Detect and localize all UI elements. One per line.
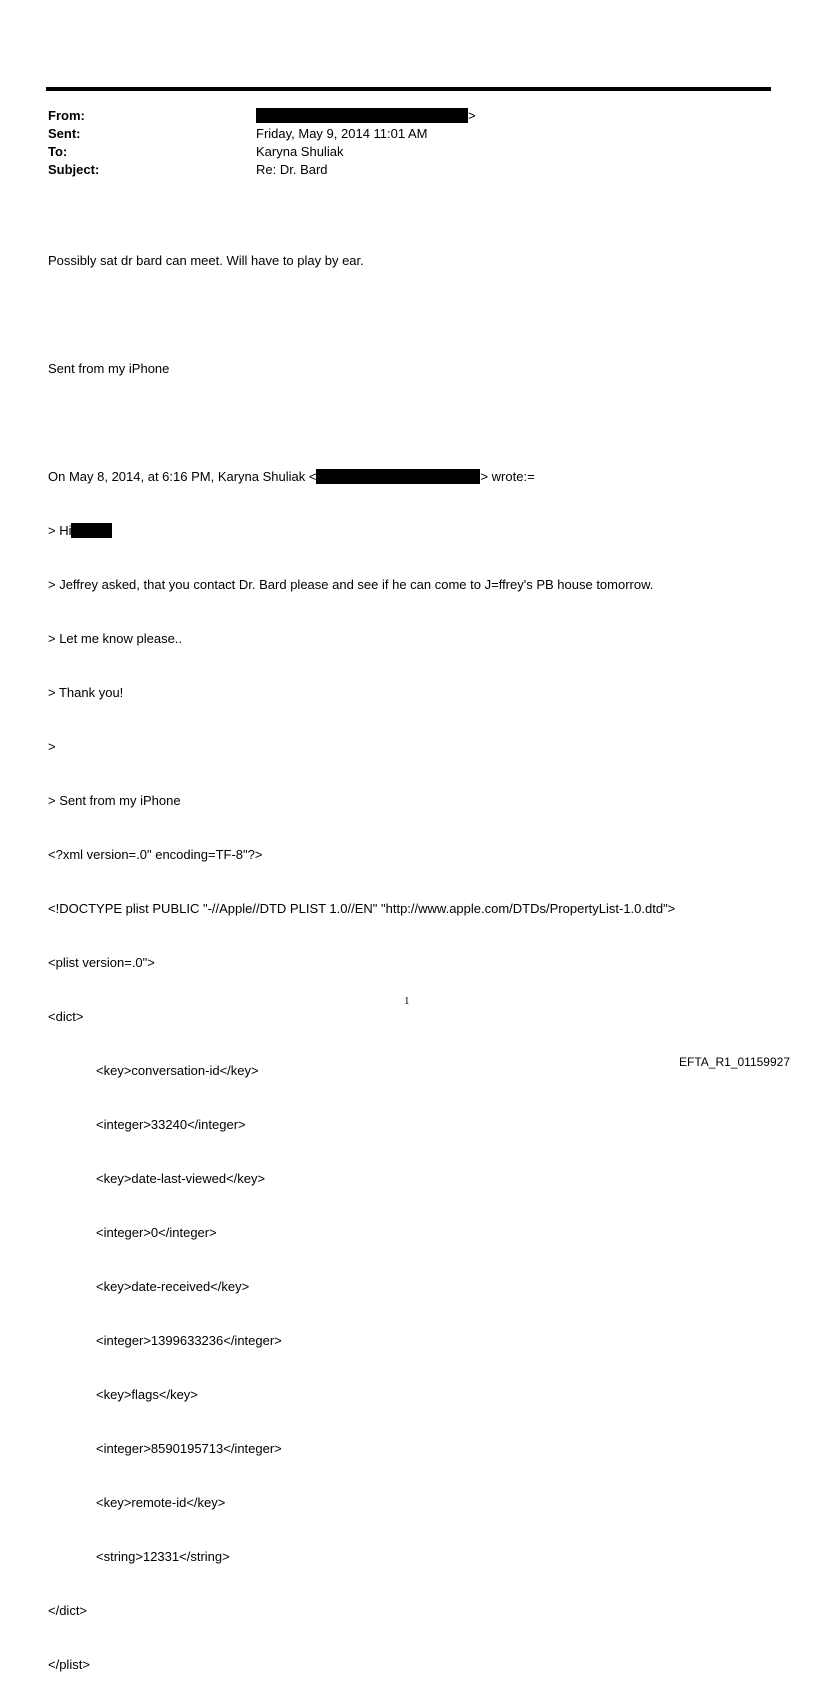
quote-hi: > Hi — [48, 522, 675, 540]
plist-close: </plist> — [48, 1657, 90, 1672]
redaction-email — [316, 469, 480, 484]
page-number: 1 — [404, 995, 410, 1007]
dict-entry: <key>conversation-id</key> — [96, 1063, 259, 1078]
quote-line: > Thank you! — [48, 685, 124, 700]
quote-line: > Jeffrey asked, that you contact Dr. Bard please and see if he can come to J=ffrey's PB house tomorrow. — [48, 577, 654, 592]
dict-close: </dict> — [48, 1603, 88, 1618]
to-value: Karyna Shuliak — [256, 144, 344, 159]
dict-entry: <key>date-received</key> — [96, 1279, 250, 1294]
from-value — [256, 107, 476, 125]
xml-doctype: <!DOCTYPE plist PUBLIC "-//Apple//DTD PLIST 1.0//EN" "http://www.apple.com/DTDs/PropertyList-1.0.dtd"> — [48, 901, 676, 916]
plist-open: <plist version=.0"> — [48, 955, 155, 970]
to-label: To: — [48, 144, 68, 159]
quote-intro: On May 8, 2014, at 6:16 PM, Karyna Shuliak < > wrote:= — [48, 469, 535, 484]
subject-label: Subject: — [48, 162, 100, 177]
dict-entry: <key>date-last-viewed</key> — [96, 1171, 266, 1186]
redaction-name — [71, 523, 112, 538]
dict-open: <dict> — [48, 1009, 84, 1024]
quote-line: > — [48, 739, 56, 754]
from-label: From: — [48, 108, 85, 123]
sent-value: Friday, May 9, 2014 11:01 AM — [256, 126, 428, 141]
bates-number: EFTA_R1_01159927 — [679, 1055, 790, 1069]
quote-line: > Let me know please.. — [48, 631, 183, 646]
body-line: Sent from my iPhone — [48, 361, 170, 376]
redaction-from — [256, 108, 468, 123]
sent-label: Sent: — [48, 126, 81, 141]
dict-entry: <integer>0</integer> — [96, 1225, 217, 1240]
header-rule — [46, 87, 771, 91]
dict-entry: <key>flags</key> — [96, 1387, 198, 1402]
dict-entry: <integer>1399633236</integer> — [96, 1333, 282, 1348]
dict-entry: <key>remote-id</key> — [96, 1495, 226, 1510]
dict-entry: <integer>8590195713</integer> — [96, 1441, 282, 1456]
quote-line: > Sent from my iPhone — [48, 793, 181, 808]
xml-decl: <?xml version=.0" encoding=TF-8"?> — [48, 847, 263, 862]
dict-entry: <string>12331</string> — [96, 1549, 230, 1564]
from-tail: > — [468, 108, 476, 123]
email-body — [48, 216, 675, 1692]
dict-entry: <integer>33240</integer> — [96, 1117, 246, 1132]
body-line: Possibly sat dr bard can meet. Will have to play by ear. — [48, 253, 364, 268]
subject-value: Re: Dr. Bard — [256, 162, 328, 177]
